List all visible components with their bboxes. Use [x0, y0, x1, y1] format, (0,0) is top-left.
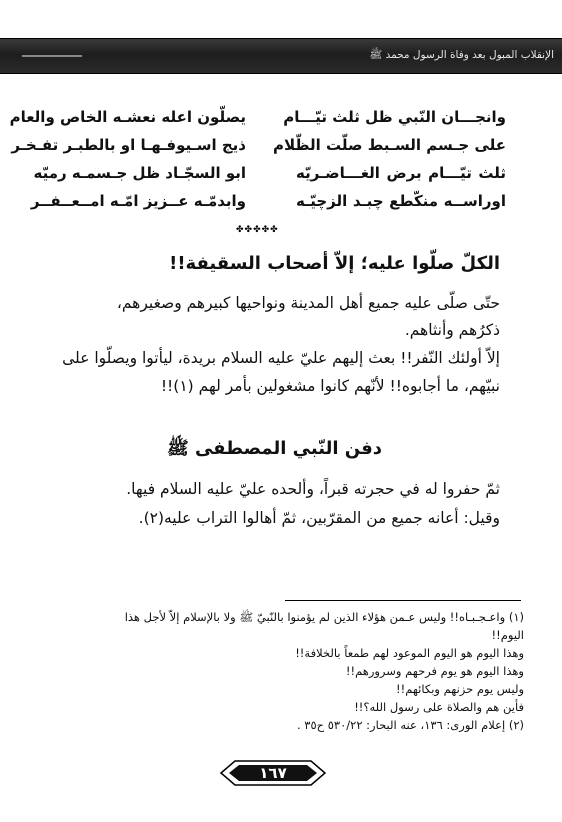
verse-second-hemistich: يصلّون اعله نعشـه الخاص والعام	[9, 108, 246, 126]
poem-verse	[30, 192, 506, 220]
page-number: ١٦٧	[259, 764, 287, 782]
footnote-line: اليوم!!	[491, 628, 524, 642]
footnote-rule	[285, 600, 521, 601]
paragraph-line: حتّى صلّى عليه جميع أهل المدينة ونواحيها كبيرهم وصغيرهم،	[116, 294, 500, 312]
header-ornament	[22, 55, 82, 57]
footnote-line: فأين هم والصلاة على رسول الله؟!!	[354, 700, 524, 714]
poem-verse	[11, 136, 506, 164]
section-heading: الكلّ صلّوا عليه؛ إلاّ أصحاب السقيفة!!	[169, 253, 500, 274]
footnote-line: (١) واعـجـبـاه!! وليس عـمن هؤلاء الذين لم يؤمنوا بالنّبيّ ﷺ ولا بالإسلام إلاّ لأجل هذا	[124, 610, 524, 624]
verse-first-hemistich: وانجـــان النّبي ظل ثلث تيّـــام	[283, 108, 506, 126]
running-header	[0, 38, 562, 74]
poem	[9, 108, 506, 220]
verse-first-hemistich: على جـسم السـبط صلّت الظّلام	[272, 136, 506, 154]
poem-verse	[33, 164, 506, 192]
footnote-line: وهذا اليوم هو يوم فرحهم وسرورهم!!	[345, 664, 524, 678]
paragraph-line: ذكرُهم وأنثاهم.	[404, 321, 500, 339]
section-heading: دفن النّبي المصطفى ﷺ	[166, 438, 382, 459]
footnote-line: وليس يوم حزنهم وبكائهم!!	[395, 682, 524, 696]
page-number-badge	[221, 760, 325, 786]
footnote-line: وهذا اليوم هو اليوم الموعود لهم طمعاً بالخلافة!!	[295, 646, 524, 660]
section-separator: ✤✤✤✤✤	[236, 225, 279, 235]
verse-second-hemistich: وابدمّـه عــزيز امّـه امــعــفــر	[30, 192, 246, 210]
paragraph-line: وقيل: أعانه جميع من المقرّبين، ثمّ أهالوا التراب عليه(٢).	[138, 509, 500, 527]
verse-second-hemistich: ابو السجّـاد ظل جـسمـه رميّه	[33, 164, 246, 182]
running-header-title: الإنقلاب المبول بعد وفاة الرسول محمد ﷺ	[369, 49, 554, 61]
paragraph-line: إلاّ أولئك النّفر!! بعث إليهم عليّ عليه السلام بريدة، ليأتوا ويصلّوا على	[62, 349, 500, 367]
verse-first-hemistich: ثلث تيّـــام برض الغـــاضـريّه	[296, 164, 506, 182]
footnote-line: (٢) إعلام الورى: ١٣٦، عنه البحار: ٥٣٠/٢٢ ح٣٥ .	[296, 718, 524, 732]
verse-first-hemistich: اوراســه منكّطع چبـد الزچيّـه	[296, 192, 506, 210]
poem-verse	[9, 108, 506, 136]
verse-second-hemistich: ذيج اسـيوفـهـا او بالطبـر تفـخـر	[11, 136, 246, 154]
paragraph-line: نبيّهم، ما أجابوه!! لأنّهم كانوا مشغولين بأمر لهم (١)!!	[160, 377, 500, 395]
paragraph-line: ثمّ حفروا له في حجرته قبراً، وألحده عليّ عليه السلام فيها.	[126, 480, 500, 498]
